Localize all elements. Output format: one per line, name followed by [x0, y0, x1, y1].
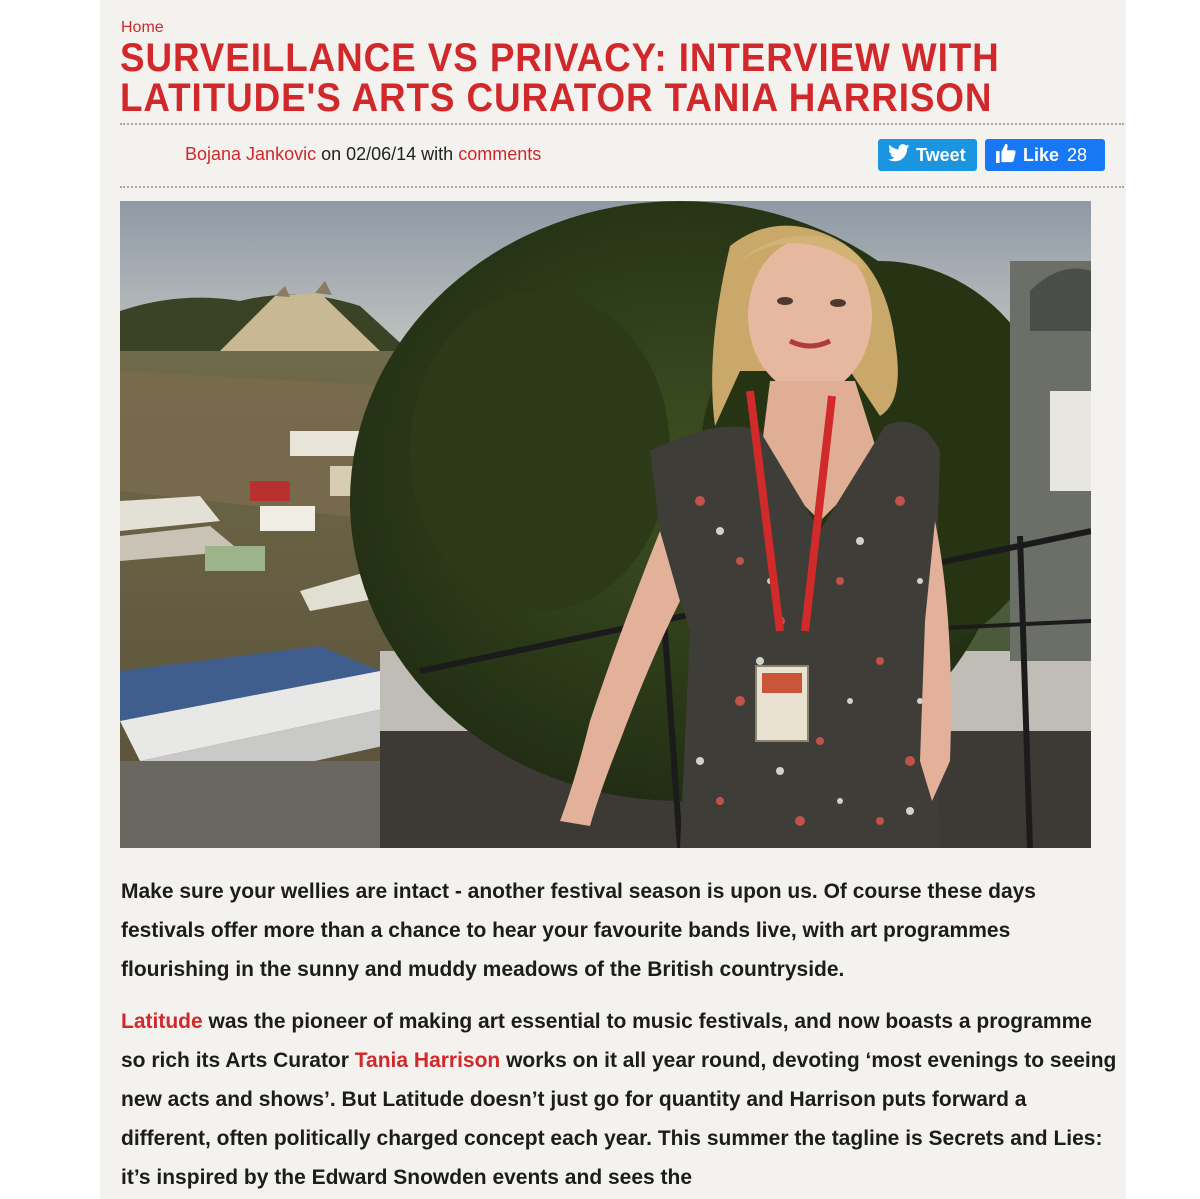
byline — [185, 144, 541, 165]
tweet-button[interactable] — [878, 139, 977, 171]
tania-harrison-link[interactable]: Tania Harrison — [354, 1049, 501, 1072]
paragraph-2-text-2: works on it all year round, devoting ‘most evenings to seeing new acts and shows’. But Latitude doesn’t just go for quantity and Harrison puts forward a different, often politically charged concept each year. This summer the tagline is Secrets and Lies: it’s inspired by the Edward Snowden events and sees the — [121, 1049, 1117, 1189]
like-label: Like — [1023, 144, 1060, 165]
page-title — [120, 38, 1100, 118]
divider-top — [120, 123, 1124, 125]
breadcrumb-home-link[interactable]: Home — [121, 19, 164, 36]
divider-bottom — [120, 186, 1124, 188]
article-paragraph-2 — [121, 1002, 1121, 1197]
comments-link[interactable]: comments — [458, 144, 542, 164]
page-title-line-2: LATITUDE'S ARTS CURATOR TANIA HARRISON — [120, 76, 993, 120]
thumbs-up-icon — [995, 143, 1023, 168]
paragraph-2-text-1: was the pioneer of making art essential to music festivals, and now boasts a programme so rich its Arts Curator — [121, 1010, 1092, 1072]
article-photo — [120, 201, 1091, 848]
author-link[interactable]: Bojana Jankovic — [185, 144, 317, 164]
tweet-label: Tweet — [916, 144, 966, 165]
like-button[interactable] — [985, 139, 1105, 171]
article-page — [100, 0, 1126, 1199]
byline-date-text: on 02/06/14 with — [316, 144, 459, 164]
latitude-link[interactable]: Latitude — [121, 1010, 203, 1033]
article-paragraph-1: Make sure your wellies are intact - another festival season is upon us. Of course these days festivals offer more than a chance to hear your favourite bands live, with art programmes flourishing in the sunny and muddy meadows of the British countryside. — [121, 880, 1036, 981]
like-count: 28 — [1067, 144, 1088, 165]
twitter-bird-icon — [888, 144, 916, 167]
page-title-line-1: SURVEILLANCE VS PRIVACY: INTERVIEW WITH — [120, 36, 1000, 80]
